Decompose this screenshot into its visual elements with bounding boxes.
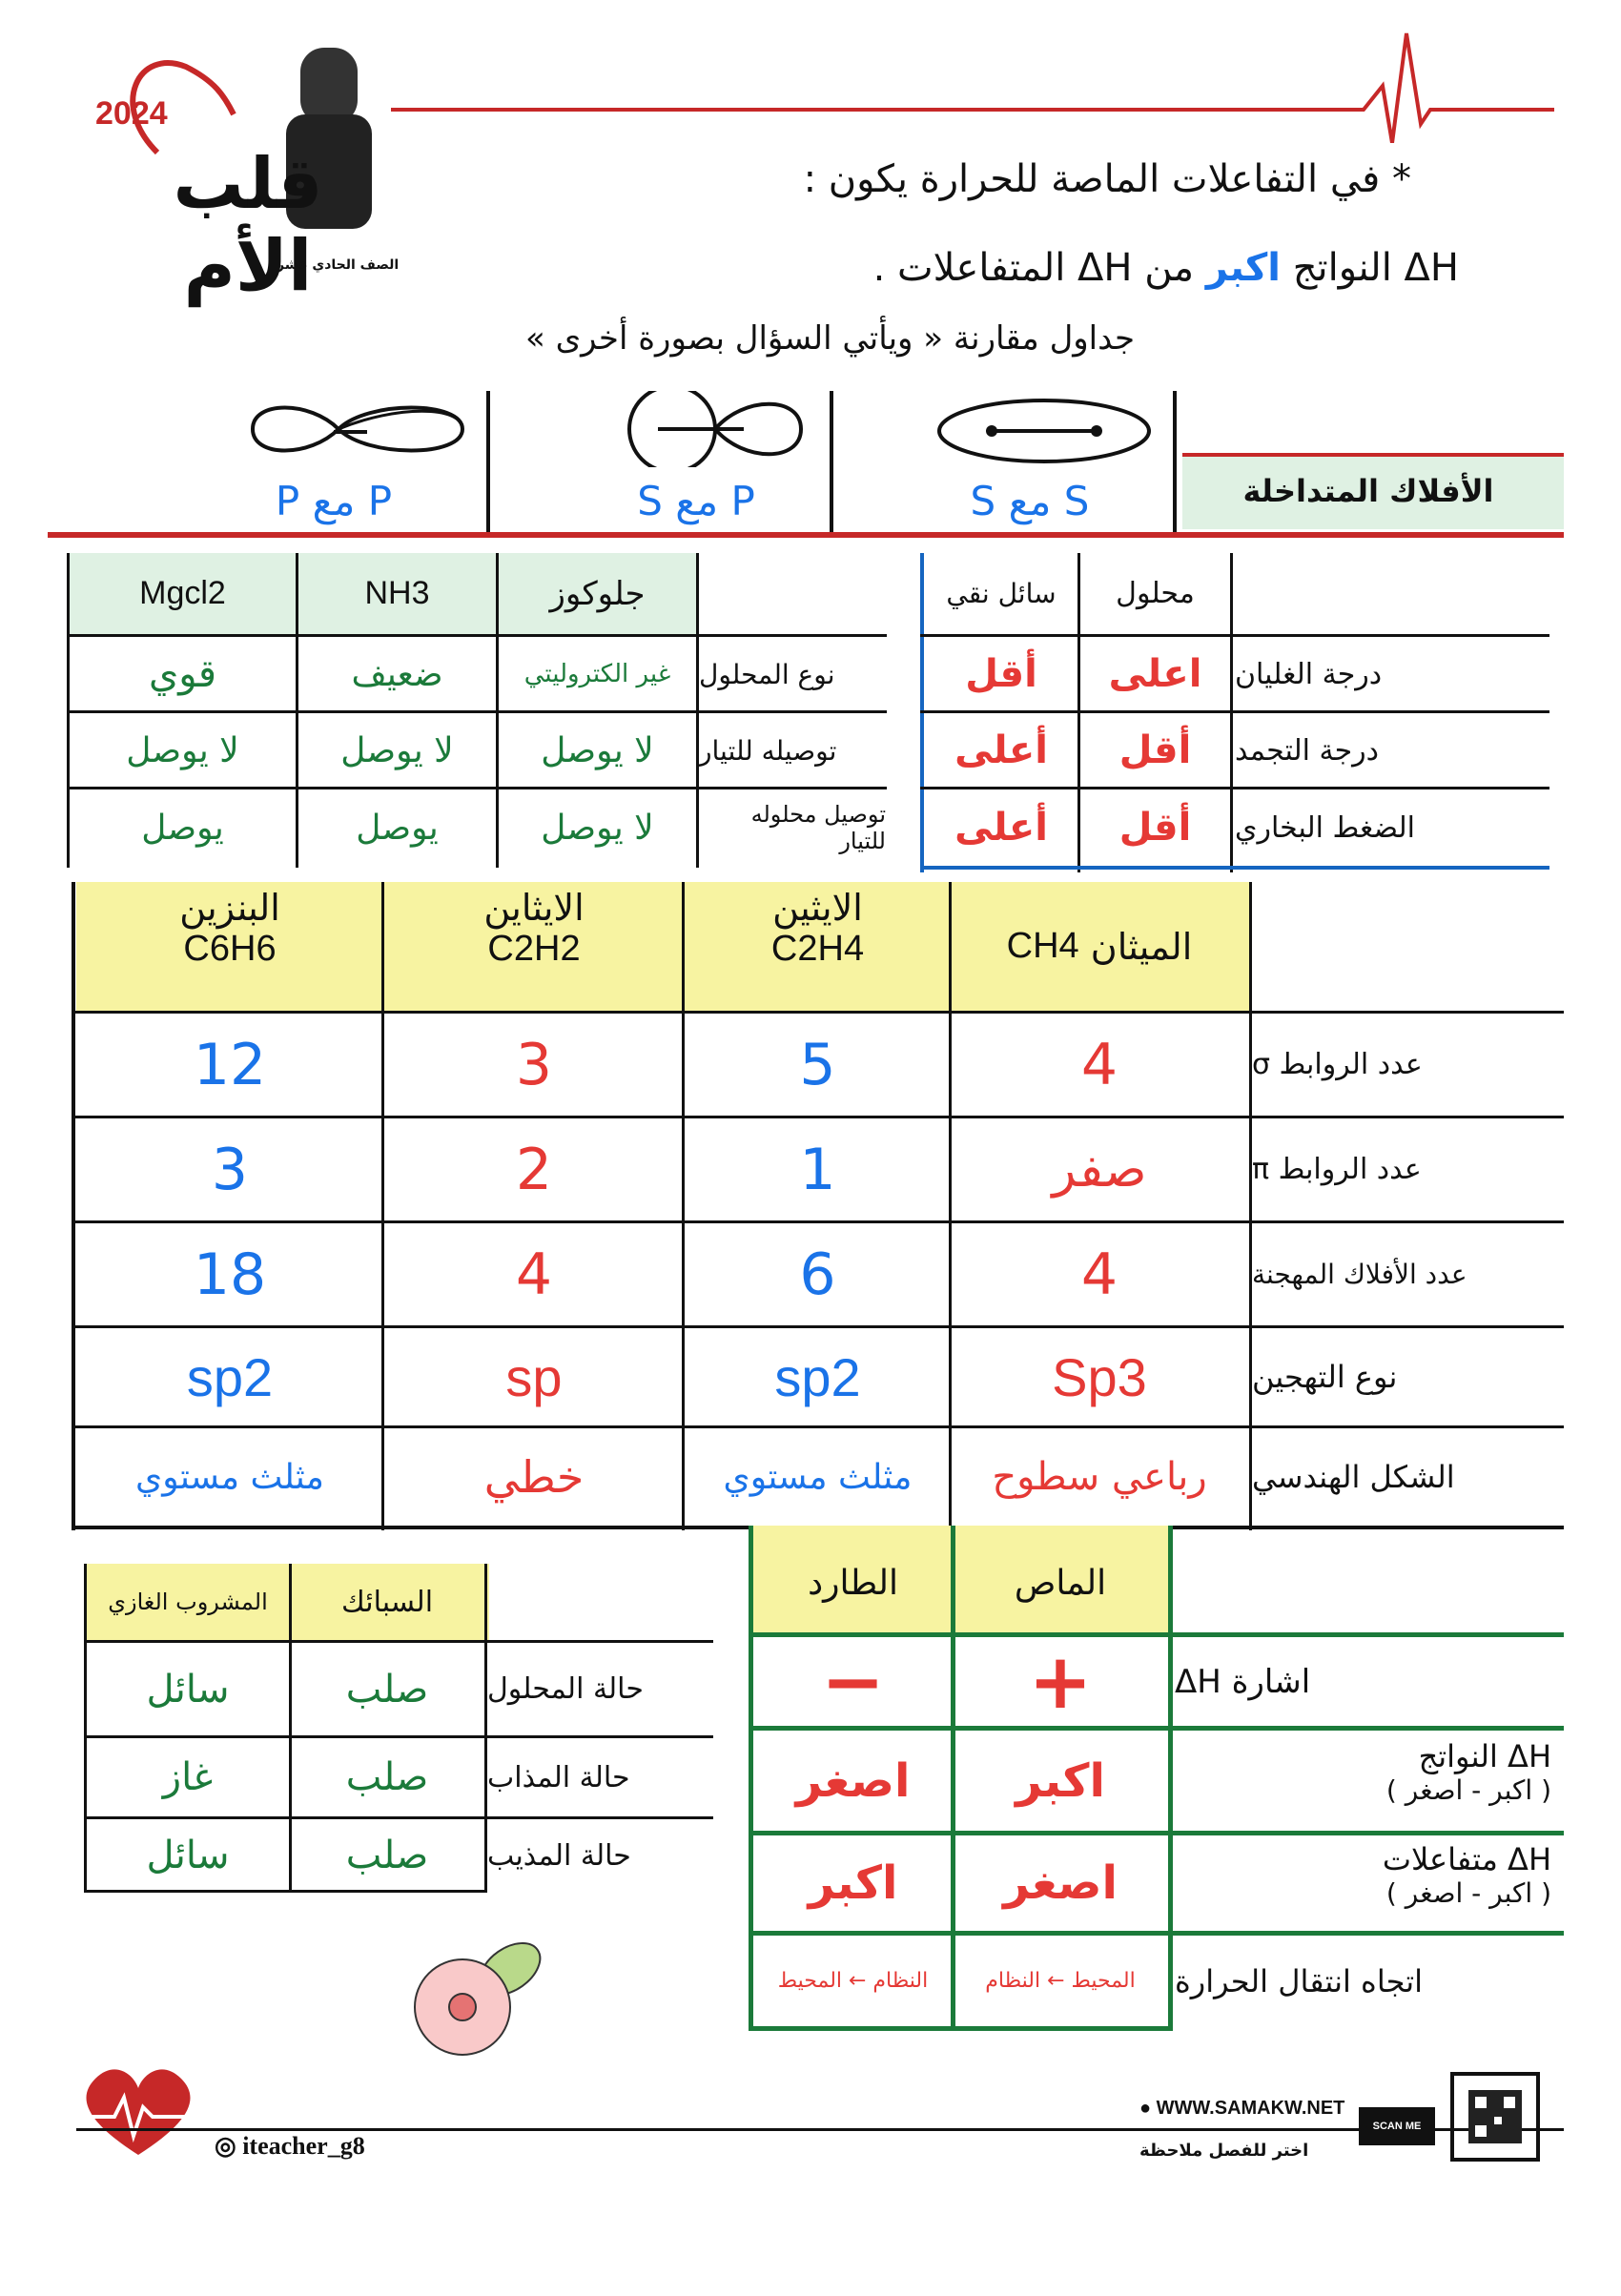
orbital-dividers bbox=[486, 391, 490, 534]
thermo-header: الطارد bbox=[808, 1563, 898, 1603]
hydrocarbon-cell: رباعي سطوح bbox=[992, 1455, 1207, 1499]
colligative-cell: أعلى bbox=[954, 806, 1048, 850]
hydrocarbon-cell: 1 bbox=[799, 1136, 836, 1203]
colligative-cell: أقل bbox=[965, 652, 1037, 696]
s-p-orbital-icon bbox=[620, 391, 810, 467]
orbital-pp-label: P مع P bbox=[275, 477, 393, 524]
states-cell: سائل bbox=[146, 1667, 230, 1712]
states-header: السبائك bbox=[340, 1585, 434, 1619]
hydrocarbon-cell: 3 bbox=[515, 1031, 553, 1098]
states-cell: صلب bbox=[345, 1667, 429, 1712]
hydrocarbon-header-name: البنزين bbox=[179, 887, 280, 929]
s-s-orbital-icon bbox=[934, 396, 1154, 467]
electrolyte-cell: غير الكتروليتي bbox=[523, 660, 671, 688]
footer-handle[interactable] bbox=[215, 2132, 365, 2161]
intro-line-2 bbox=[477, 246, 1459, 290]
electrolyte-cell: لا يوصل bbox=[126, 730, 239, 770]
orbital-ss-label: S مع S bbox=[970, 477, 1090, 524]
hydrocarbon-header-formula: CH4 bbox=[1006, 926, 1079, 966]
hydrocarbon-cell: 3 bbox=[211, 1136, 249, 1203]
thermo-row-label bbox=[1175, 1731, 1551, 1831]
hydrocarbon-cell: 5 bbox=[799, 1031, 836, 1098]
footer-rule bbox=[76, 2128, 1564, 2131]
electrolyte-row-label: نوع المحلول bbox=[699, 658, 835, 690]
hydrocarbon-cell: مثلث مستوي bbox=[135, 1457, 324, 1497]
thermo-cell: النظام ← المحيط bbox=[777, 1969, 929, 1993]
logo-year: 2024 bbox=[95, 95, 168, 132]
link-icon: ● bbox=[1139, 2098, 1157, 2119]
hydrocarbon-cell: 4 bbox=[1080, 1240, 1118, 1308]
thermo-row-label-main: ΔH متفاعلات bbox=[1382, 1841, 1551, 1877]
thermo-row-label-main: ΔH النواتج bbox=[1418, 1738, 1551, 1774]
thermo-cell: اصغر bbox=[1003, 1856, 1118, 1910]
hydrocarbon-cell: خطي bbox=[483, 1451, 585, 1503]
electrolyte-cell: قوي bbox=[148, 652, 217, 696]
electrolyte-cell: لا يوصل bbox=[541, 808, 654, 848]
scan-me-badge[interactable]: SCAN ME bbox=[1359, 2107, 1435, 2145]
intro-line-2-emphasis: اكبر bbox=[1205, 246, 1281, 290]
hydrocarbon-header-formula: C2H4 bbox=[770, 929, 865, 969]
intro-line-1: * في التفاعلات الماصة للحرارة يكون : bbox=[803, 157, 1411, 201]
thermo-row-label: اتجاه انتقال الحرارة bbox=[1175, 1962, 1424, 1999]
thermo-cell: اكبر bbox=[808, 1856, 898, 1910]
states-cell: غاز bbox=[162, 1755, 214, 1799]
hydrocarbon-cell: 4 bbox=[515, 1240, 553, 1308]
instagram-icon: ◎ bbox=[215, 2132, 243, 2160]
states-row-label: حالة المذيب bbox=[487, 1838, 631, 1873]
hydrocarbon-cell: مثلث مستوي bbox=[723, 1457, 913, 1497]
hydrocarbon-header-formula: C2H2 bbox=[487, 929, 581, 969]
intro-line-2-c: من ΔH المتفاعلات . bbox=[872, 246, 1195, 290]
hydrocarbon-header bbox=[687, 887, 949, 1006]
colligative-row-label: درجة الغليان bbox=[1235, 657, 1383, 691]
hydrocarbon-cell: صفر bbox=[1052, 1140, 1147, 1199]
colligative-cell: أقل bbox=[1118, 806, 1192, 850]
thermo-row-label-sub: ( اكبر - اصغر ) bbox=[1385, 1774, 1551, 1806]
thermo-cell: − bbox=[820, 1637, 886, 1726]
hydrocarbon-row-label: الشكل الهندسي bbox=[1252, 1459, 1455, 1495]
colligative-row-label: درجة التجمد bbox=[1235, 733, 1379, 768]
hydrocarbon-cell: Sp3 bbox=[1052, 1346, 1147, 1407]
logo-title: قلب الأم bbox=[173, 143, 323, 307]
p-p-orbital-icon bbox=[243, 396, 472, 462]
electrolyte-cell: لا يوصل bbox=[340, 730, 454, 770]
hydrocarbon-header bbox=[952, 887, 1247, 1006]
hydrocarbon-header bbox=[78, 887, 381, 1006]
thermo-cell: + bbox=[1028, 1637, 1093, 1726]
hydrocarbon-cell: 4 bbox=[1080, 1031, 1118, 1098]
electrolyte-header: Mgcl2 bbox=[139, 575, 226, 611]
hydrocarbon-row-label: عدد الروابط π bbox=[1252, 1153, 1422, 1186]
orbital-divider-3 bbox=[1173, 391, 1177, 534]
hydrocarbon-cell: 2 bbox=[515, 1136, 553, 1203]
thermo-header: الماص bbox=[1014, 1563, 1107, 1603]
electrolyte-cell: ضعيف bbox=[351, 654, 443, 694]
hydrocarbon-header-name: الميثان bbox=[1090, 925, 1193, 968]
states-row-label: حالة المحلول bbox=[487, 1672, 644, 1706]
hydrocarbon-cell: 12 bbox=[193, 1031, 267, 1098]
electrolyte-header: NH3 bbox=[364, 575, 430, 611]
intro-line-3: جداول مقارنة « ويأتي السؤال بصورة أخرى » bbox=[524, 319, 1135, 358]
hydrocarbon-cell: sp bbox=[505, 1346, 563, 1407]
heartbeat-line bbox=[391, 29, 1564, 143]
hydrocarbon-header-name: الايثين bbox=[772, 887, 863, 929]
colligative-cell: اعلى bbox=[1108, 652, 1202, 696]
footer-heart-icon bbox=[76, 2064, 200, 2160]
states-cell: صلب bbox=[345, 1755, 429, 1799]
states-row-label: حالة المذاب bbox=[487, 1760, 630, 1794]
hydrocarbon-row-label: نوع التهجين bbox=[1252, 1359, 1398, 1395]
hydrocarbon-row-label: عدد الروابط σ bbox=[1252, 1048, 1423, 1081]
thermo-row-label bbox=[1175, 1835, 1551, 1931]
electrolyte-row-label: توصيله للتيار bbox=[699, 734, 837, 767]
colligative-row-label: الضغط البخاري bbox=[1235, 810, 1415, 845]
hydrocarbon-header bbox=[386, 887, 682, 1006]
orbital-sp-label: P مع S bbox=[637, 477, 755, 524]
states-cell: سائل bbox=[146, 1834, 230, 1877]
colligative-header-solution: محلول bbox=[1116, 577, 1195, 610]
thermo-row-label-sub: ( اكبر - اصغر ) bbox=[1385, 1877, 1551, 1909]
orbital-divider-2 bbox=[830, 391, 833, 534]
thermo-cell: اصغر bbox=[795, 1753, 911, 1808]
electrolyte-cell: لا يوصل bbox=[541, 730, 654, 770]
qr-code-icon[interactable] bbox=[1435, 2069, 1549, 2164]
hydrocarbon-header-name: الايثاين bbox=[483, 887, 585, 929]
colligative-header-pure: سائل نقي bbox=[946, 578, 1057, 609]
flower-icon bbox=[391, 1926, 563, 2060]
states-cell: صلب bbox=[345, 1834, 429, 1877]
footer-handle-text: iteacher_g8 bbox=[242, 2132, 365, 2160]
footer-site[interactable] bbox=[1139, 2098, 1344, 2120]
colligative-cell: أقل bbox=[1118, 728, 1192, 772]
colligative-cell: أعلى bbox=[954, 728, 1048, 772]
hydrocarbon-header-formula: C6H6 bbox=[183, 929, 277, 969]
logo-subtitle: الصف الحادي عشر bbox=[277, 257, 400, 273]
electrolyte-cell: يوصل bbox=[141, 808, 224, 848]
hydrocarbon-row-label: عدد الأفلاك المهجنة bbox=[1252, 1259, 1467, 1290]
orbital-row-label: الأفلاك المتداخلة bbox=[1242, 473, 1494, 509]
hydrocarbon-cell: sp2 bbox=[774, 1346, 861, 1407]
footer-note: اختر للفصل ملاحظة bbox=[1139, 2141, 1309, 2161]
electrolyte-header: جلوكوز bbox=[549, 574, 646, 613]
electrolyte-row-label: توصيل محلوله للتيار bbox=[750, 801, 886, 854]
hydrocarbon-cell: 6 bbox=[799, 1240, 836, 1308]
red-separator-1 bbox=[48, 532, 1564, 538]
hydrocarbon-cell: sp2 bbox=[186, 1346, 274, 1407]
thermo-cell: المحيط ← النظام bbox=[985, 1969, 1136, 1993]
intro-line-2-a: ΔH النواتج bbox=[1292, 246, 1459, 290]
thermo-cell: اكبر bbox=[1016, 1753, 1105, 1808]
hydrocarbon-cell: 18 bbox=[193, 1240, 267, 1308]
footer-site-text: WWW.SAMAKW.NET bbox=[1156, 2098, 1345, 2119]
thermo-row-label: اشارة ΔH bbox=[1175, 1662, 1311, 1701]
states-header: المشروب الغازي bbox=[108, 1589, 268, 1615]
electrolyte-cell: يوصل bbox=[356, 808, 439, 848]
